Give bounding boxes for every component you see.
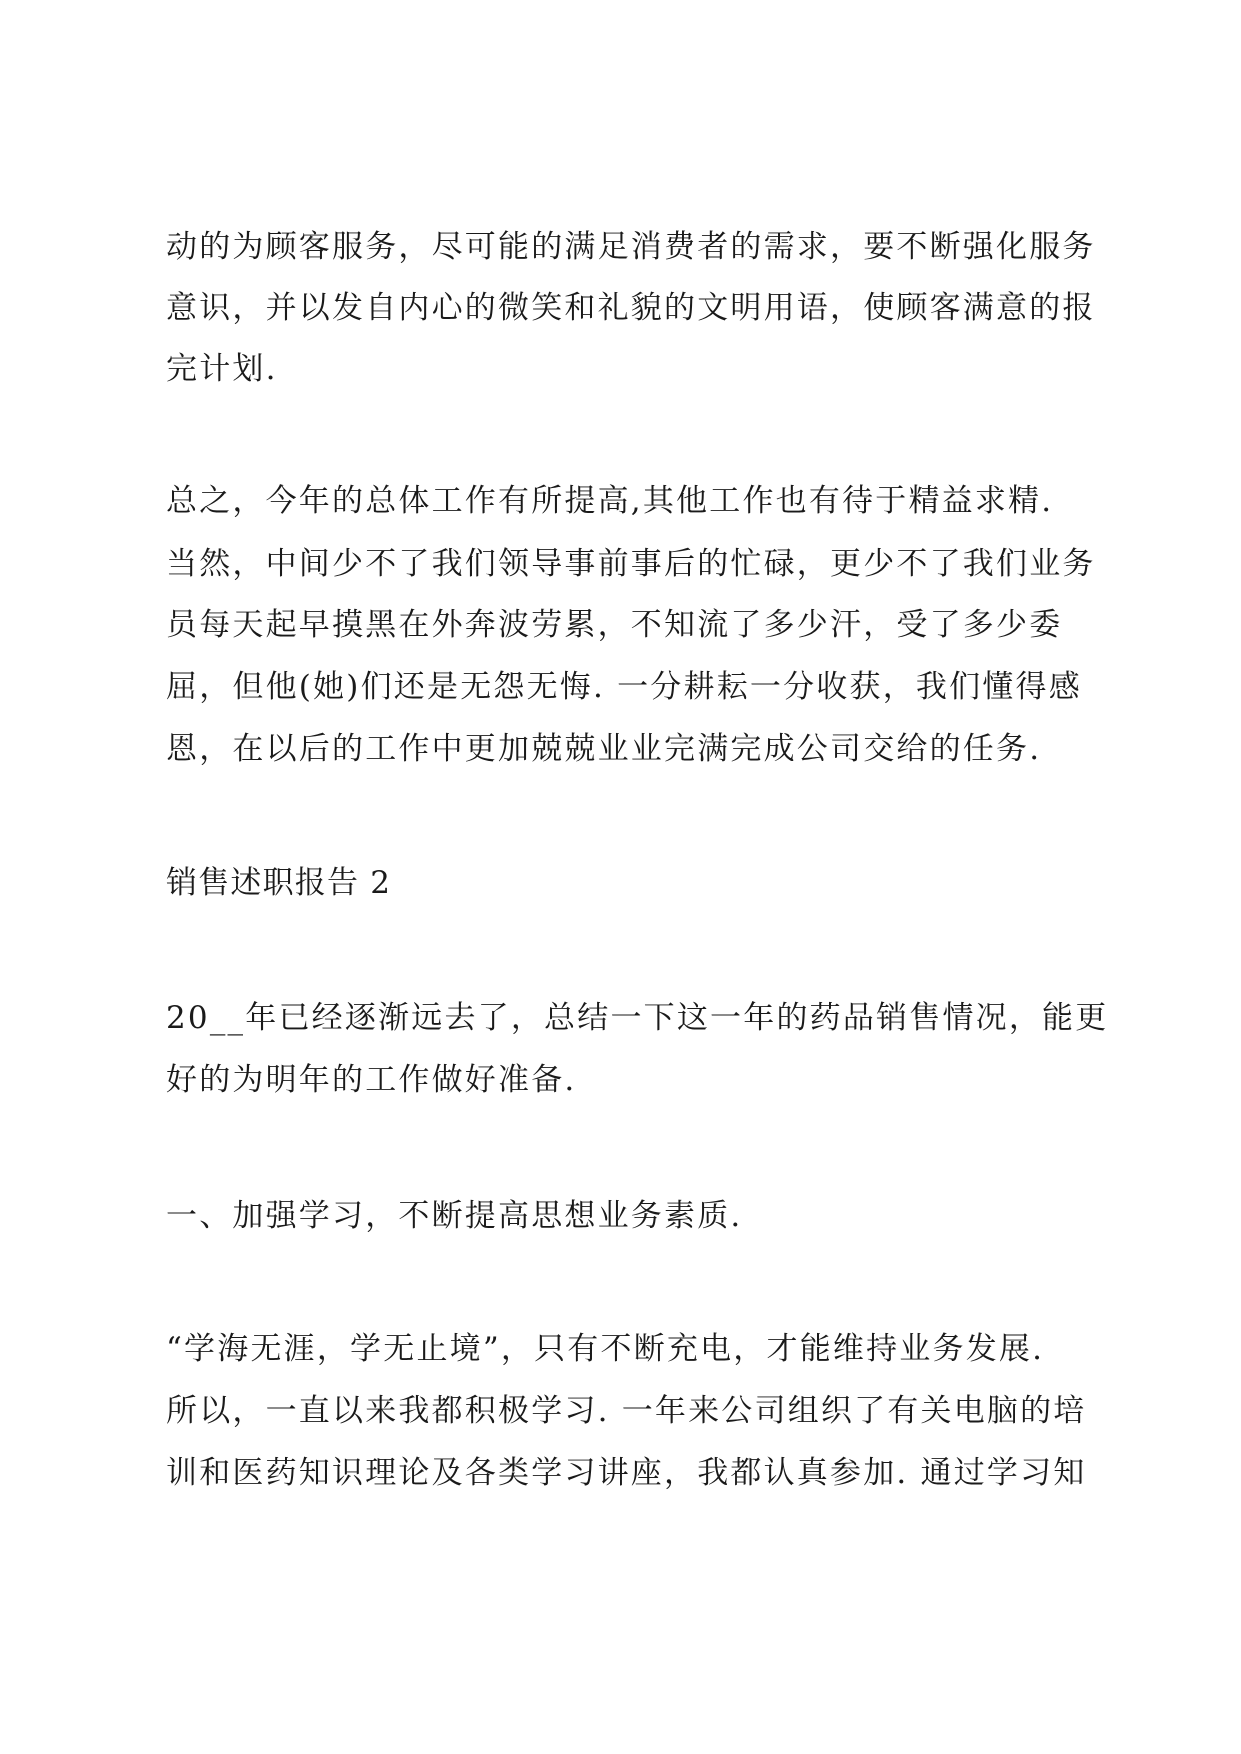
paragraph-3-line-1: 20__年已经逐渐远去了，总结一下这一年的药品销售情况，能更 [166, 1000, 1109, 1036]
paragraph-5-line-2: 所以，一直以来我都积极学习. 一年来公司组织了有关电脑的培 [166, 1393, 1087, 1429]
paragraph-1-line-3: 完计划. [166, 351, 278, 387]
paragraph-1-line-2: 意识，并以发自内心的微笑和礼貌的文明用语，使顾客满意的报 [166, 290, 1096, 326]
paragraph-4-line-1: 一、加强学习，不断提高思想业务素质. [166, 1198, 743, 1234]
paragraph-2-line-2: 当然，中间少不了我们领导事前事后的忙碌，更少不了我们业务 [166, 546, 1096, 582]
paragraph-3-line-2: 好的为明年的工作做好准备. [166, 1062, 577, 1098]
paragraph-5-line-3: 训和医药知识理论及各类学习讲座，我都认真参加. 通过学习知 [166, 1455, 1087, 1491]
paragraph-2-line-5: 恩，在以后的工作中更加兢兢业业完满完成公司交给的任务. [166, 731, 1042, 767]
section-heading: 销售述职报告 2 [166, 865, 392, 901]
paragraph-2-line-3: 员每天起早摸黑在外奔波劳累，不知流了多少汗，受了多少委 [166, 607, 1063, 643]
paragraph-1-line-1: 动的为顾客服务，尽可能的满足消费者的需求，要不断强化服务 [166, 229, 1096, 265]
paragraph-2-line-4: 屈，但他(她)们还是无怨无悔. 一分耕耘一分收获，我们懂得感 [166, 669, 1082, 705]
paragraph-2-line-1: 总之，今年的总体工作有所提高,其他工作也有待于精益求精. [166, 483, 1054, 519]
paragraph-5-line-1: “学海无涯，学无止境”，只有不断充电，才能维持业务发展. [166, 1331, 1045, 1367]
